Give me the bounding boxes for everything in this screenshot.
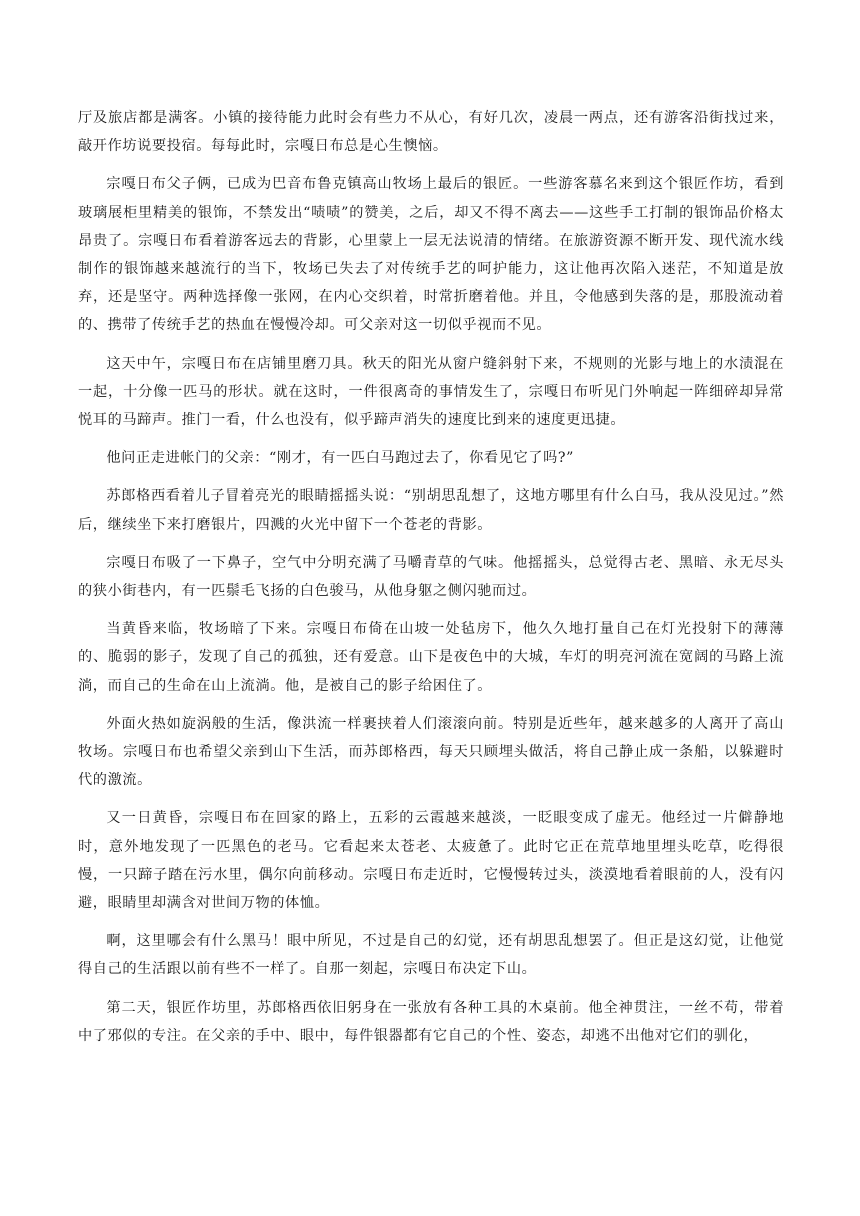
paragraph: 当黄昏来临，牧场暗了下来。宗嘎日布倚在山坡一处毡房下，他久久地打量自己在灯光投射下的薄薄的、脆弱的影子，发现了自己的孤独，还有爱意。山下是夜色中的大城，车灯的明亮河流在宽阔的马路上流淌，而自己的生命在山上流淌。他，是被自己的影子给困住了。 [78,621,784,694]
paragraph: 厅及旅店都是满客。小镇的接待能力此时会有些力不从心，有好几次，凌晨一两点，还有游客沿街找过来，敲开作坊说要投宿。每每此时，宗嘎日布总是心生懊恼。 [78,110,784,155]
paragraph: 第二天，银匠作坊里，苏郎格西依旧躬身在一张放有各种工具的木桌前。他全神贯注，一丝不苟，带着中了邪似的专注。在父亲的手中、眼中，每件银器都有它自己的个性、姿态，却逃不出他对它们的驯化， [78,999,784,1044]
paragraph: 啊，这里哪会有什么黑马！眼中所见，不过是自己的幻觉，还有胡思乱想罢了。但正是这幻觉，让他觉得自己的生活跟以前有些不一样了。自那一刻起，宗嘎日布决定下山。 [78,933,784,978]
paragraph: 宗嘎日布吸了一下鼻子，空气中分明充满了马嚼青草的气味。他摇摇头，总觉得古老、黑暗、永无尽头的狭小街巷内，有一匹鬃毛飞扬的白色骏马，从他身躯之侧闪驰而过。 [78,554,784,600]
paragraph: 宗嘎日布父子俩，已成为巴音布鲁克镇高山牧场上最后的银匠。一些游客慕名来到这个银匠作坊，看到玻璃展柜里精美的银饰，不禁发出“啧啧”的赞美，之后，却又不得不离去——这些手工打制的银饰品价格太昂贵了。宗嘎日布看着游客远去的背影，心里蒙上一层无法说清的情绪。在旅游资源不断开发、现代流水线制作的银饰越来越流行的当下，牧场已失去了对传统手艺的呵护能力，这让他再次陷入迷茫，不知道是放弃，还是坚守。两种选择像一张网，在内心交织着，时常折磨着他。并且，令他感到失落的是，那股流动着的、携带了传统手艺的热血在慢慢冷却。可父亲对这一切似乎视而不见。 [78,176,784,334]
paragraph: 这天中午，宗嘎日布在店铺里磨刀具。秋天的阳光从窗户缝斜射下来，不规则的光影与地上的水渍混在一起，十分像一匹马的形状。就在这时，一件很离奇的事情发生了，宗嘎日布听见门外响起一阵细碎却异常悦耳的马蹄声。推门一看，什么也没有，似乎蹄声消失的速度比到来的速度更迅捷。 [78,355,784,429]
paragraph: 苏郎格西看着儿子冒着亮光的眼睛摇摇头说：“别胡思乱想了，这地方哪里有什么白马，我从没见过。”然后，继续坐下来打磨银片，四溅的火光中留下一个苍老的背影。 [78,488,784,533]
document-body [78,104,784,1060]
paragraph: 外面火热如旋涡般的生活，像洪流一样裹挟着人们滚滚向前。特别是近些年，越来越多的人离开了高山牧场。宗嘎日布也希望父亲到山下生活，而苏郎格西，每天只顾埋头做活，将自己静止成一条船，以躲避时代的激流。 [78,715,784,789]
paragraph: 又一日黄昏，宗嘎日布在回家的路上，五彩的云霞越来越淡，一眨眼变成了虚无。他经过一片僻静地时，意外地发现了一匹黑色的老马。它看起来太苍老、太疲惫了。此时它正在荒草地里埋头吃草，吃得很慢，一只蹄子踏在污水里，偶尔向前移动。宗嘎日布走近时，它慢慢转过头，淡漠地看着眼前的人，没有闪避，眼睛里却满含对世间万物的体恤。 [78,810,784,912]
paragraph: 他问正走进帐门的父亲：“刚才，有一匹白马跑过去了，你看见它了吗?” [106,450,574,467]
